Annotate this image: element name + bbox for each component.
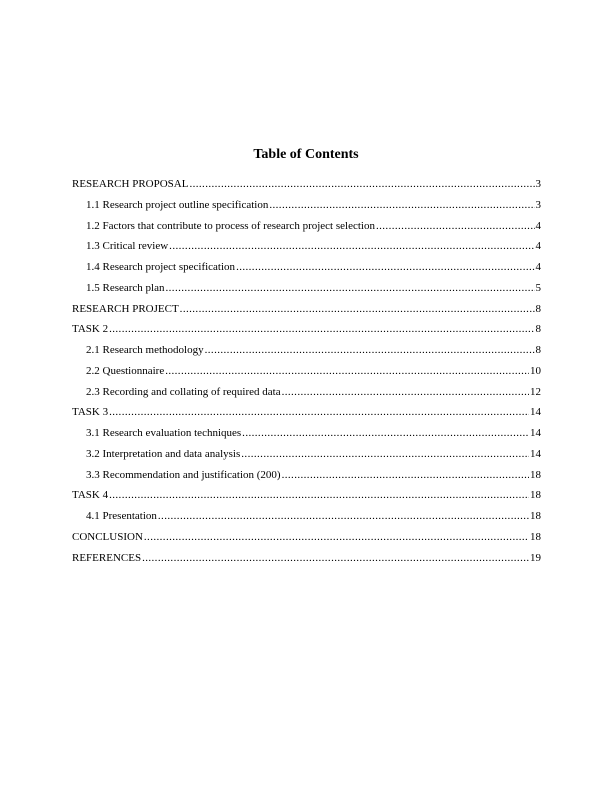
toc-entry-label: RESEARCH PROJECT bbox=[72, 302, 179, 315]
toc-entry[interactable] bbox=[72, 465, 541, 486]
toc-entry-leader bbox=[180, 299, 535, 320]
toc-entry-page: 4 bbox=[535, 261, 541, 273]
toc-entry-page: 19 bbox=[530, 551, 541, 564]
toc-entry-page: 3 bbox=[535, 198, 541, 211]
toc-entry-page: 4 bbox=[535, 240, 541, 253]
toc-entry[interactable] bbox=[72, 340, 541, 361]
toc-entry[interactable] bbox=[72, 319, 541, 340]
toc-entry-leader bbox=[142, 548, 529, 569]
toc-entry-leader bbox=[144, 527, 529, 548]
toc-entry[interactable] bbox=[72, 548, 541, 569]
toc-entry-page: 8 bbox=[535, 323, 541, 336]
toc-entry-leader bbox=[165, 361, 529, 382]
toc-entry[interactable] bbox=[72, 236, 541, 257]
toc-title: Table of Contents bbox=[253, 147, 359, 162]
toc-entry-label: 1.1 Research project outline specification bbox=[86, 198, 269, 211]
toc-entry[interactable] bbox=[72, 485, 541, 506]
toc-entry-page: 18 bbox=[530, 468, 541, 481]
toc-entry-page: 12 bbox=[530, 385, 541, 398]
toc-entry-leader bbox=[282, 465, 529, 486]
toc-entry-page: 10 bbox=[530, 364, 541, 377]
toc-entry-page: 3 bbox=[535, 178, 541, 190]
toc-entry-leader bbox=[169, 236, 534, 257]
toc-entry-label: 2.1 Research methodology bbox=[86, 344, 204, 356]
toc-entry-leader bbox=[109, 319, 534, 340]
toc-entry-leader bbox=[236, 257, 534, 278]
toc-entry[interactable] bbox=[72, 174, 541, 195]
toc-entry-page: 18 bbox=[530, 510, 541, 522]
toc-entry-label: 1.2 Factors that contribute to process of research project selection bbox=[86, 219, 375, 232]
toc-entry-label: 3.1 Research evaluation techniques bbox=[86, 427, 242, 439]
toc-entry-label: 1.3 Critical review bbox=[86, 240, 169, 253]
toc-entry[interactable] bbox=[72, 382, 541, 403]
toc-entry-label: 1.4 Research project specification bbox=[86, 261, 236, 273]
toc-entry-label: 2.3 Recording and collating of required data bbox=[86, 385, 281, 398]
toc-entry-page: 5 bbox=[535, 281, 541, 294]
toc-entry[interactable] bbox=[72, 216, 541, 237]
toc-entry-page: 8 bbox=[535, 344, 541, 356]
toc-entry[interactable] bbox=[72, 423, 541, 444]
toc-entry-label: CONCLUSION bbox=[72, 530, 143, 543]
toc-entry-leader bbox=[109, 402, 529, 423]
toc-entry[interactable] bbox=[72, 444, 541, 465]
toc-entry-page: 18 bbox=[530, 530, 541, 543]
toc-entry-leader bbox=[166, 278, 535, 299]
toc-entry-page: 14 bbox=[530, 447, 541, 460]
toc-entry-label: 1.5 Research plan bbox=[86, 281, 165, 294]
toc-entry-page: 4 bbox=[535, 219, 541, 232]
toc-entry-label: 3.3 Recommendation and justification (200) bbox=[86, 468, 281, 481]
toc-entry[interactable] bbox=[72, 506, 541, 527]
toc-entry-label: 2.2 Questionnaire bbox=[86, 364, 165, 377]
toc-entry-page: 18 bbox=[530, 489, 541, 502]
toc-entry-leader bbox=[241, 444, 529, 465]
toc-entry-label: TASK 3 bbox=[72, 406, 109, 419]
toc-entry-page: 8 bbox=[535, 302, 541, 315]
toc-entry-label: TASK 2 bbox=[72, 323, 109, 336]
toc-entry[interactable] bbox=[72, 257, 541, 278]
toc-list bbox=[72, 174, 541, 568]
toc-entry-leader bbox=[376, 216, 535, 237]
toc-entry-label: RESEARCH PROPOSAL bbox=[72, 178, 189, 190]
toc-entry-label: REFERENCES bbox=[72, 551, 142, 564]
toc-entry[interactable] bbox=[72, 195, 541, 216]
toc-entry-page: 14 bbox=[530, 427, 541, 439]
toc-entry-leader bbox=[269, 195, 534, 216]
toc-entry[interactable] bbox=[72, 299, 541, 320]
toc-entry-leader bbox=[282, 382, 529, 403]
toc-entry-leader bbox=[189, 174, 534, 195]
toc-entry[interactable] bbox=[72, 361, 541, 382]
toc-entry[interactable] bbox=[72, 527, 541, 548]
toc-entry[interactable] bbox=[72, 402, 541, 423]
toc-entry-label: 3.2 Interpretation and data analysis bbox=[86, 447, 241, 460]
toc-entry-leader bbox=[158, 506, 529, 527]
toc-entry-leader bbox=[109, 485, 529, 506]
toc-entry-label: 4.1 Presentation bbox=[86, 510, 157, 522]
toc-entry-page: 14 bbox=[530, 406, 541, 419]
toc-entry-leader bbox=[205, 340, 535, 361]
toc-entry[interactable] bbox=[72, 278, 541, 299]
toc-entry-label: TASK 4 bbox=[72, 489, 109, 502]
toc-entry-leader bbox=[242, 423, 529, 444]
